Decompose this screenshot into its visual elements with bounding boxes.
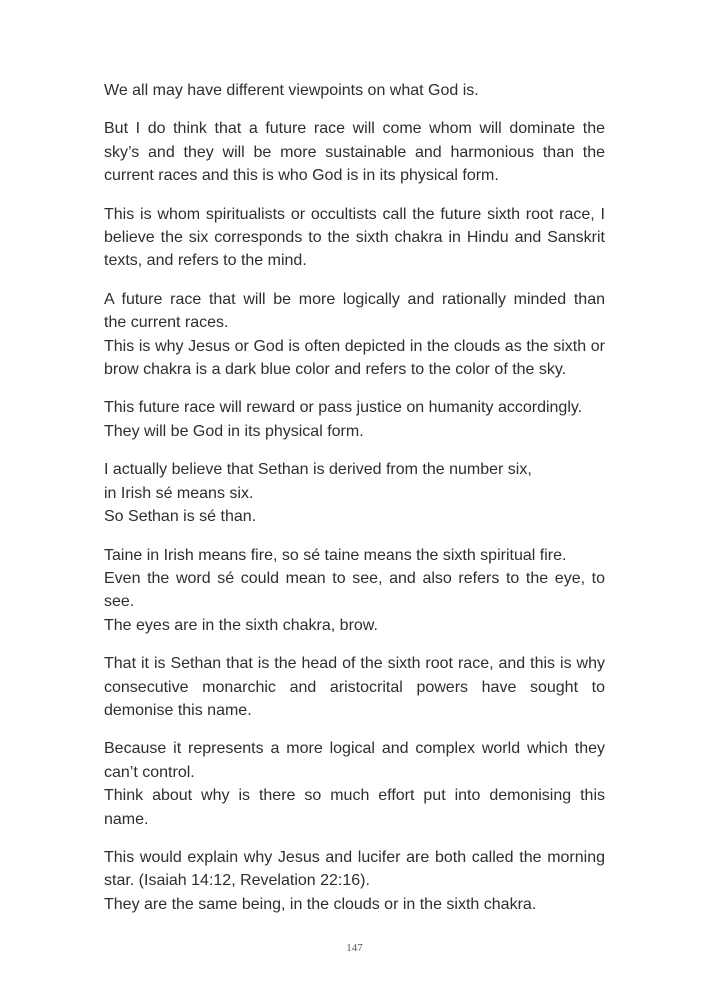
paragraph [104,288,605,382]
text-line: demonise this name. [104,701,252,719]
text-line: Taine in Irish means fire, so sé taine means the sixth spiritual fire. [104,546,567,564]
text-line: star. (Isaiah 14:12, Revelation 22:16). [104,872,370,890]
paragraph [104,846,605,916]
text-line: That it is Sethan that is the head of the sixth root race, and this is why [104,655,605,673]
paragraph [104,117,605,187]
text-line: current races and this is who God is in its physical form. [104,167,499,185]
text-line: But I do think that a future race will come whom will dominate the [104,120,605,138]
text-line: consecutive monarchic and aristocrital powers have sought to [104,678,605,696]
text-line: believe the six corresponds to the sixth chakra in Hindu and Sanskrit [104,229,605,247]
text-line: This future race will reward or pass justice on humanity accordingly. [104,399,583,417]
text-line: Even the word sé could mean to see, and also refers to the eye, to see. [104,569,605,611]
text-line: name. [104,810,149,828]
paragraph [104,396,605,443]
text-line: Think about why is there so much effort put into demonising this [104,787,605,805]
paragraph [104,652,605,722]
text-line: A future race that will be more logically and rationally minded than [104,290,605,308]
text-line: This is why Jesus or God is often depicted in the clouds as the sixth or [104,337,605,355]
text-line: They are the same being, in the clouds or in the sixth chakra. [104,895,537,913]
page-number: 147 [346,942,363,954]
paragraph [104,544,605,638]
paragraph [104,203,605,273]
text-line: We all may have different viewpoints on what God is. [104,82,479,99]
text-line: brow chakra is a dark blue color and refers to the color of the sky. [104,361,567,379]
text-line: I actually believe that Sethan is derived from the number six, [104,461,532,479]
text-line: This is whom spiritualists or occultists call the future sixth root race, I [104,205,605,223]
text-line: They will be God in its physical form. [104,422,364,440]
text-line: The eyes are in the sixth chakra, brow. [104,616,378,634]
paragraph [104,79,605,102]
text-line: in Irish sé means six. [104,484,254,502]
text-line: Because it represents a more logical and complex world which they [104,740,605,758]
page-body [104,79,605,931]
text-line: the current races. [104,314,229,332]
text-line: This would explain why Jesus and lucifer are both called the morning [104,848,605,866]
paragraph [104,737,605,831]
text-line: can’t control. [104,763,195,781]
text-line: texts, and refers to the mind. [104,252,307,270]
paragraph [104,458,605,528]
text-line: So Sethan is sé than. [104,508,257,526]
text-line: sky’s and they will be more sustainable and harmonious than the [104,143,605,161]
